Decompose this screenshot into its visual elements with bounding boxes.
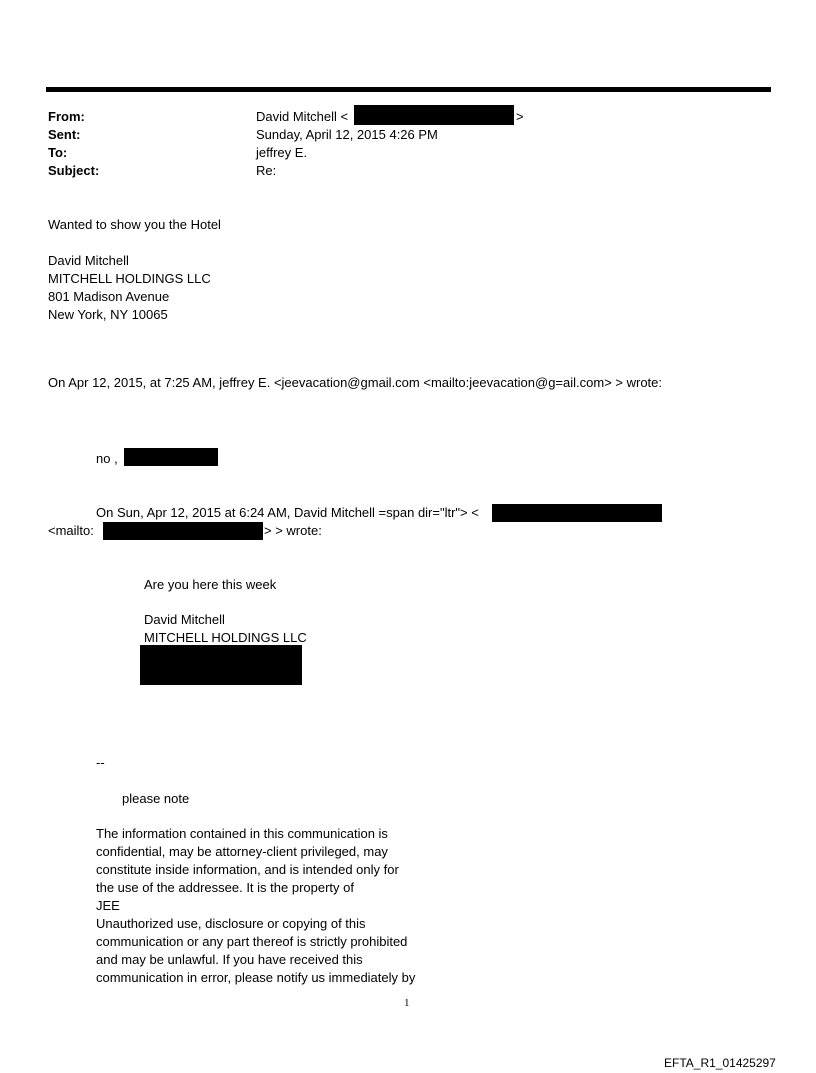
quote1-text: no ,	[96, 451, 118, 466]
signature-line: 801 Madison Avenue	[48, 289, 170, 304]
please-note: please note	[122, 791, 190, 806]
redaction-address	[140, 645, 302, 685]
disclaimer-line: communication in error, please notify us immediately by	[96, 970, 416, 985]
disclaimer-line: Unauthorized use, disclosure or copying of this	[96, 916, 366, 931]
signature-line: MITCHELL HOLDINGS LLC	[144, 630, 307, 645]
redaction-name	[124, 448, 218, 466]
signature-line: David Mitchell	[48, 253, 129, 268]
signature-line: David Mitchell	[144, 612, 225, 627]
sent-value: Sunday, April 12, 2015 4:26 PM	[256, 127, 438, 142]
quote2-header-line1: On Sun, Apr 12, 2015 at 6:24 AM, David Mitchell =span dir="ltr"> <	[96, 505, 479, 520]
quote2-signature	[144, 611, 307, 647]
disclaimer	[96, 825, 415, 987]
redaction-email-1	[492, 504, 662, 522]
quote1-header: On Apr 12, 2015, at 7:25 AM, jeffrey E. <jeevacation@gmail.com <mailto:jeevacation@g=ail.com> > wrote:	[48, 375, 663, 390]
disclaimer-line: communication or any part thereof is strictly prohibited	[96, 934, 408, 949]
disclaimer-line: constitute inside information, and is intended only for	[96, 862, 399, 877]
signature-dashes: --	[96, 755, 105, 770]
signature-block	[48, 252, 211, 324]
header-rule	[46, 87, 771, 92]
redaction-from-email	[354, 105, 514, 125]
from-label: From:	[48, 109, 85, 124]
redaction-email-2	[103, 522, 263, 540]
to-value: jeffrey E.	[256, 145, 308, 160]
signature-line: MITCHELL HOLDINGS LLC	[48, 271, 211, 286]
signature-line: New York, NY 10065	[48, 307, 168, 322]
subject-label: Subject:	[48, 163, 100, 178]
intro-text: Wanted to show you the Hotel	[48, 217, 221, 232]
quote2-header-wrote: > > wrote:	[264, 523, 322, 538]
disclaimer-line: JEE	[96, 898, 120, 913]
subject-value: Re:	[256, 163, 277, 178]
quote2-text: Are you here this week	[144, 577, 277, 592]
document-id: EFTA_R1_01425297	[664, 1056, 776, 1070]
to-label: To:	[48, 145, 68, 160]
from-close: >	[516, 109, 524, 124]
page-number: 1	[404, 997, 410, 1009]
disclaimer-line: the use of the addressee. It is the property of	[96, 880, 354, 895]
disclaimer-line: and may be unlawful. If you have received this	[96, 952, 363, 967]
sent-label: Sent:	[48, 127, 81, 142]
from-value: David Mitchell <	[256, 109, 349, 124]
quote2-header-mailto: <mailto:	[48, 523, 94, 538]
disclaimer-line: The information contained in this communication is	[96, 826, 388, 841]
disclaimer-line: confidential, may be attorney-client privileged, may	[96, 844, 388, 859]
